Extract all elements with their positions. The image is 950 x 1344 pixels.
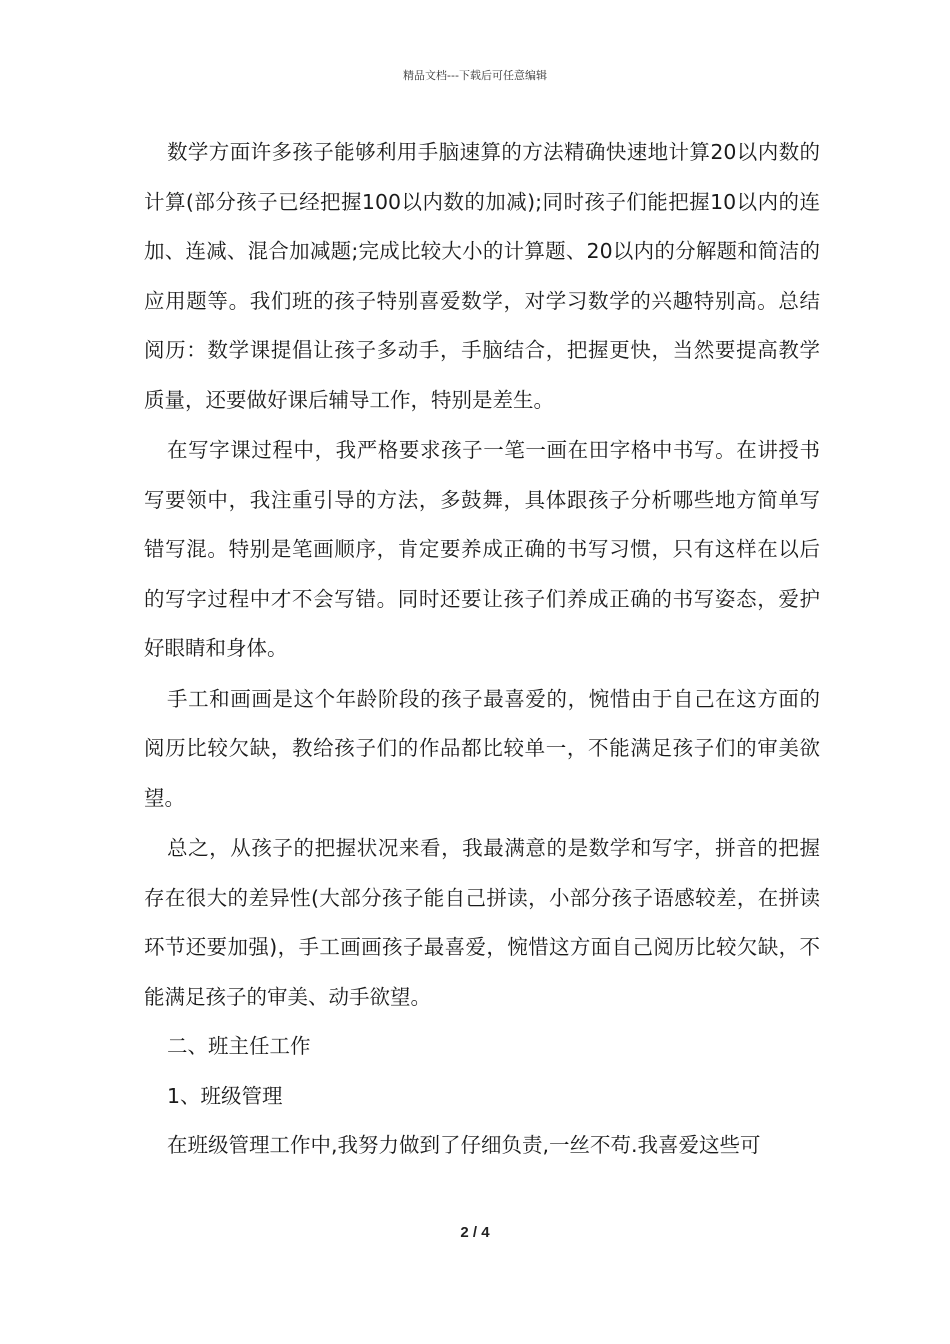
paragraph-math: 数学方面许多孩子能够利用手脑速算的方法精确快速地计算20以内数的计算(部分孩子已经把握100以内数的加减);同时孩子们能把握10以内的连加、连减、混合加减题;完成比较大小的计算题、20以内的分解题和简洁的应用题等。我们班的孩子特别喜爱数学，对学习数学的兴趣特别高。总结阅历：数学课提倡让孩子多动手，手脑结合，把握更快，当然要提高教学质量，还要做好课后辅导工作，特别是差生。 xyxy=(144,140,820,412)
paragraph-summary: 总之，从孩子的把握状况来看，我最满意的是数学和写字，拼音的把握存在很大的差异性(大部分孩子能自己拼读，小部分孩子语感较差，在拼读环节还要加强)，手工画画孩子最喜爱，惋惜这方面自己阅历比较欠缺，不能满足孩子的审美、动手欲望。 xyxy=(144,836,820,1009)
paragraph-writing: 在写字课过程中，我严格要求孩子一笔一画在田字格中书写。在讲授书写要领中，我注重引导的方法，多鼓舞，具体跟孩子分析哪些地方简单写错写混。特别是笔画顺序，肯定要养成正确的书写习惯，只有这样在以后的写字过程中才不会写错。同时还要让孩子们养成正确的书写姿态，爱护好眼睛和身体。 xyxy=(144,438,820,660)
subsection-heading: 1、班级管理 xyxy=(167,1083,283,1108)
page-header: 精品文档---下载后可任意编辑 xyxy=(403,69,547,82)
section-heading: 二、班主任工作 xyxy=(167,1034,311,1058)
document-body xyxy=(144,128,820,1171)
paragraph-handcraft: 手工和画画是这个年龄阶段的孩子最喜爱的，惋惜由于自己在这方面的阅历比较欠缺，教给孩子们的作品都比较单一，不能满足孩子们的审美欲望。 xyxy=(144,686,820,810)
page-number: 2 / 4 xyxy=(460,1224,490,1241)
paragraph-class-management: 在班级管理工作中,我努力做到了仔细负责,一丝不苟.我喜爱这些可 xyxy=(167,1133,761,1157)
